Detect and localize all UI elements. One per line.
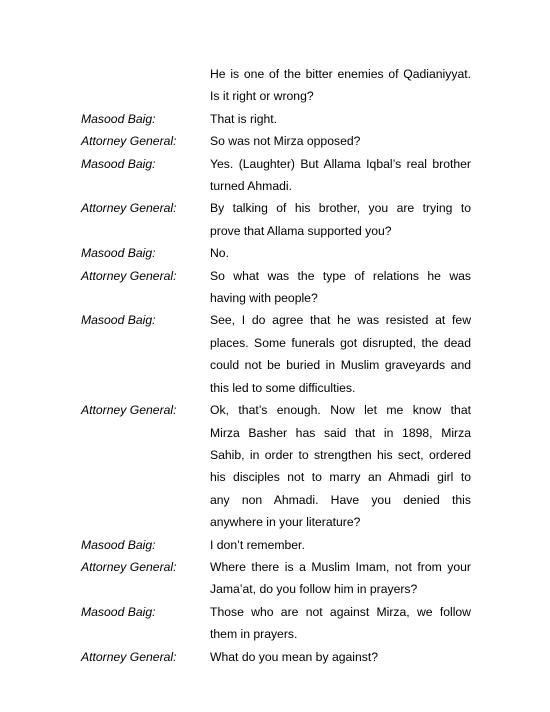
- statement-line: No.: [210, 246, 229, 261]
- speaker-label: Masood Baig:: [81, 246, 156, 261]
- speaker-label: Attorney General:: [81, 649, 177, 664]
- statement-line: turned Ahmadi.: [210, 179, 292, 194]
- transcript-entry: [81, 130, 471, 152]
- statement-line: any non Ahmadi. Have you denied this: [210, 492, 471, 507]
- statement-line: places. Some funerals got disrupted, the dead: [210, 335, 471, 350]
- statement-text: [210, 265, 471, 310]
- speaker-label: Attorney General:: [81, 201, 177, 216]
- speaker-label: Masood Baig:: [81, 604, 156, 619]
- speaker-label: Attorney General:: [81, 559, 177, 574]
- transcript-entry: [81, 646, 471, 668]
- statement-line: prove that Allama supported you?: [210, 223, 392, 238]
- statement-text: [210, 534, 471, 556]
- statement-line: So was not Mirza opposed?: [210, 134, 361, 149]
- statement-text: [210, 108, 471, 130]
- statement-line: Sahib, in order to strengthen his sect, ordered: [210, 447, 471, 462]
- statement-line: them in prayers.: [210, 627, 298, 642]
- transcript-entry: [81, 108, 471, 130]
- transcript-entry: [81, 197, 471, 242]
- statement-text: [210, 309, 471, 399]
- statement-line: his disciples not to marry an Ahmadi girl to: [210, 470, 471, 485]
- statement-line: He is one of the bitter enemies of Qadianiyyat.: [210, 67, 471, 81]
- statement-text: [210, 63, 471, 108]
- statement-text: [210, 153, 471, 198]
- statement-line: That is right.: [210, 111, 278, 126]
- statement-line: Those who are not against Mirza, we follow: [210, 604, 471, 619]
- transcript-entry: [81, 601, 471, 646]
- transcript-entry: [81, 153, 471, 198]
- statement-line: could not be buried in Muslim graveyards and: [210, 358, 471, 373]
- statement-line: this led to some difficulties.: [210, 380, 356, 395]
- speaker-label: Attorney General:: [81, 268, 177, 283]
- statement-line: having with people?: [210, 291, 318, 306]
- statement-line: Is it right or wrong?: [210, 89, 314, 104]
- transcript-entry: [81, 309, 471, 399]
- statement-line: Ok, that’s enough. Now let me know that: [210, 403, 471, 418]
- statement-line: anywhere in your literature?: [210, 515, 361, 530]
- statement-line: Mirza Basher has said that in 1898, Mirza: [210, 425, 471, 440]
- statement-text: [210, 197, 471, 242]
- transcript-entry: [81, 242, 471, 264]
- transcript-entry: [81, 265, 471, 310]
- statement-text: [210, 242, 471, 264]
- statement-text: [210, 399, 471, 533]
- statement-line: So what was the type of relations he was: [210, 268, 471, 283]
- speaker-label: Attorney General:: [81, 403, 177, 418]
- statement-text: [210, 130, 471, 152]
- transcript-entry: [81, 556, 471, 601]
- transcript: [81, 63, 471, 668]
- speaker-label: Attorney General:: [81, 134, 177, 149]
- speaker-label: Masood Baig:: [81, 313, 156, 328]
- speaker-label: Masood Baig:: [81, 156, 156, 171]
- transcript-entry: [81, 63, 471, 108]
- statement-text: [210, 556, 471, 601]
- transcript-entry: [81, 399, 471, 533]
- speaker-label: Masood Baig:: [81, 537, 156, 552]
- transcript-entry: [81, 534, 471, 556]
- statement-line: What do you mean by against?: [210, 649, 379, 664]
- statement-line: See, I do agree that he was resisted at few: [210, 313, 471, 328]
- statement-line: By talking of his brother, you are trying to: [210, 201, 471, 216]
- statement-line: I don’t remember.: [210, 537, 305, 552]
- statement-line: Yes. (Laughter) But Allama Iqbal’s real brother: [210, 156, 471, 171]
- speaker-label: Masood Baig:: [81, 111, 156, 126]
- statement-text: [210, 601, 471, 646]
- statement-line: Where there is a Muslim Imam, not from your: [210, 559, 471, 574]
- speaker-label: [81, 63, 210, 108]
- statement-text: [210, 646, 471, 668]
- statement-line: Jama’at, do you follow him in prayers?: [210, 582, 418, 597]
